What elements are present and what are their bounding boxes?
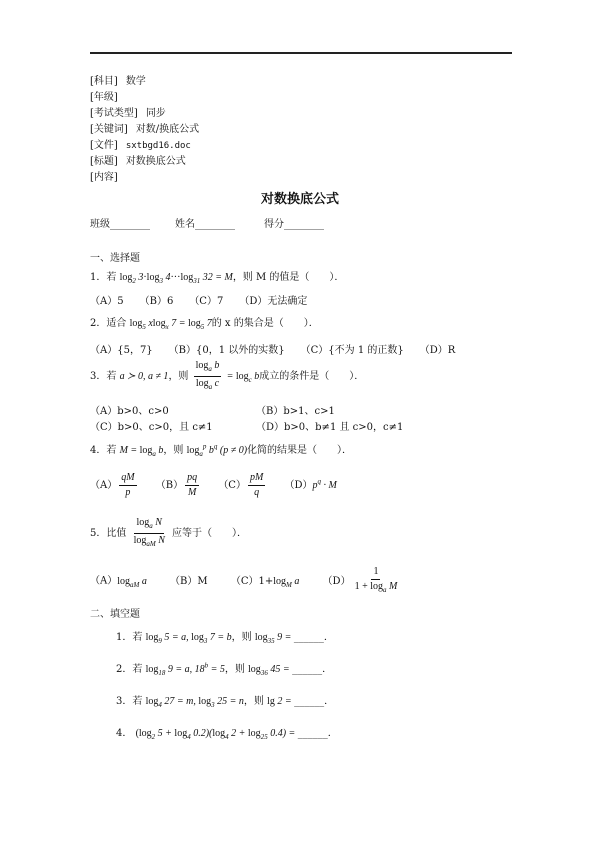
question-4: 4．若 $M = \log_a b$，则 $\log_a^p b^q$ (p ≠ 0)化简的结果是（ ）． — [90, 442, 353, 458]
q2-option-c[interactable]: （C）{不为 1 的正数} — [300, 345, 404, 356]
meta-grade: [年级] — [90, 92, 118, 103]
q3-option-b[interactable]: （B）b>1、c>1 — [256, 406, 335, 417]
q5-option-b[interactable]: （B）M — [170, 575, 208, 587]
q3-option-d[interactable]: （D）b>0、b≠1 且 c>0，c≠1 — [256, 422, 404, 433]
q4-option-a[interactable]: （A） $\frac{qM}{p}$ — [90, 472, 135, 498]
section-choice-heading: 一、选择题 — [90, 253, 140, 264]
page-title: 对数换底公式 — [260, 192, 339, 207]
q1-option-c[interactable]: （C）7 — [189, 296, 224, 307]
q1-option-d[interactable]: （D）无法确定 — [239, 296, 308, 307]
q4-option-d[interactable]: $(D)p^q \cdot M$ — [284, 477, 337, 491]
question-2: 2．适合 $\log_5 xlog_x$ $7 = \log_5 7$的 x 的集合是（ ）． — [90, 318, 319, 331]
q5-option-d[interactable]: （D） $\frac{1}{1 + \log_a M}$ — [322, 566, 398, 594]
section-fill-heading: 二、填空题 — [90, 609, 140, 620]
name-field: 姓名________ — [175, 219, 235, 230]
q2-option-b[interactable]: （B）{0，1 以外的实数} — [168, 345, 285, 356]
question-5-options — [90, 566, 401, 596]
q3-option-c[interactable]: （C）b>0、c>0，且 c≠1 — [90, 422, 213, 433]
q1-option-a[interactable]: （A）5 — [90, 296, 124, 307]
q5-option-a[interactable]: $(A)\log_{aM}$ a — [90, 575, 147, 589]
meta-content: [内容] — [90, 172, 118, 183]
class-field: 班级________ — [90, 219, 150, 230]
q2-option-a[interactable]: （A）{5，7} — [90, 345, 153, 356]
q4-option-b[interactable]: （B） $\frac{pq}{M}$ — [155, 472, 198, 498]
q2-option-d[interactable]: （D）R — [419, 345, 456, 356]
question-4-options — [90, 472, 337, 499]
q3-option-a[interactable]: （A）b>0、c>0 — [90, 406, 169, 417]
q5-option-c[interactable]: $(C)1+\log_M$ a — [230, 575, 300, 589]
question-2-options — [90, 341, 471, 356]
q4-option-c[interactable]: （C） $\frac{pM}{q}$ — [218, 472, 264, 498]
question-1-options — [90, 292, 323, 307]
fill-question-3: 3．若 $\log_4 27 = m$, $\log_3 25 = n$，则 lg 2 = ______． — [116, 696, 335, 709]
question-1: 1．若 $\log_2 3\cdot\log_3$ $4\cdot\cdot\cdot\log_{31}$ 32 = M，则 M 的值是（ ）． — [90, 272, 345, 285]
header-rule — [90, 52, 512, 54]
fill-question-1: 1．若 $\log_9 5 = a$, $\log_3 7 = b$，则 $\log_{35} 9$ = ______． — [116, 632, 334, 645]
meta-keywords: [关键词] 对数/换底公式 — [90, 124, 200, 135]
score-field: 得分________ — [264, 219, 324, 230]
question-5: 5．比值 $\frac{\log_a N}{\log_{aM} N}$ 应等于（ ）． — [90, 517, 248, 548]
question-3: 3．若 a ≻ 0, a ≠ 1，则 $\frac{\log_a b}{\log_a c}$ = $\log_c b$成立的条件是（ ）． — [90, 360, 365, 391]
fill-question-4: 4． ($\log_2$ $5 + \log_4 0.2)(\log_4$ $2 + \log_{25} 0.4$) = ______． — [116, 728, 338, 741]
meta-file: [文件] sxtbgd16.doc — [90, 140, 191, 151]
fill-question-2: 2．若 $\log_{18} 9 = a$, $18^b = 5$，则 $\log_{36} 45$ = ______． — [116, 661, 333, 677]
meta-subject: [科目] 数学 — [90, 76, 146, 87]
q1-option-b[interactable]: （B）6 — [139, 296, 174, 307]
meta-title: [标题] 对数换底公式 — [90, 156, 186, 167]
meta-exam-type: [考试类型] 同步 — [90, 108, 166, 119]
